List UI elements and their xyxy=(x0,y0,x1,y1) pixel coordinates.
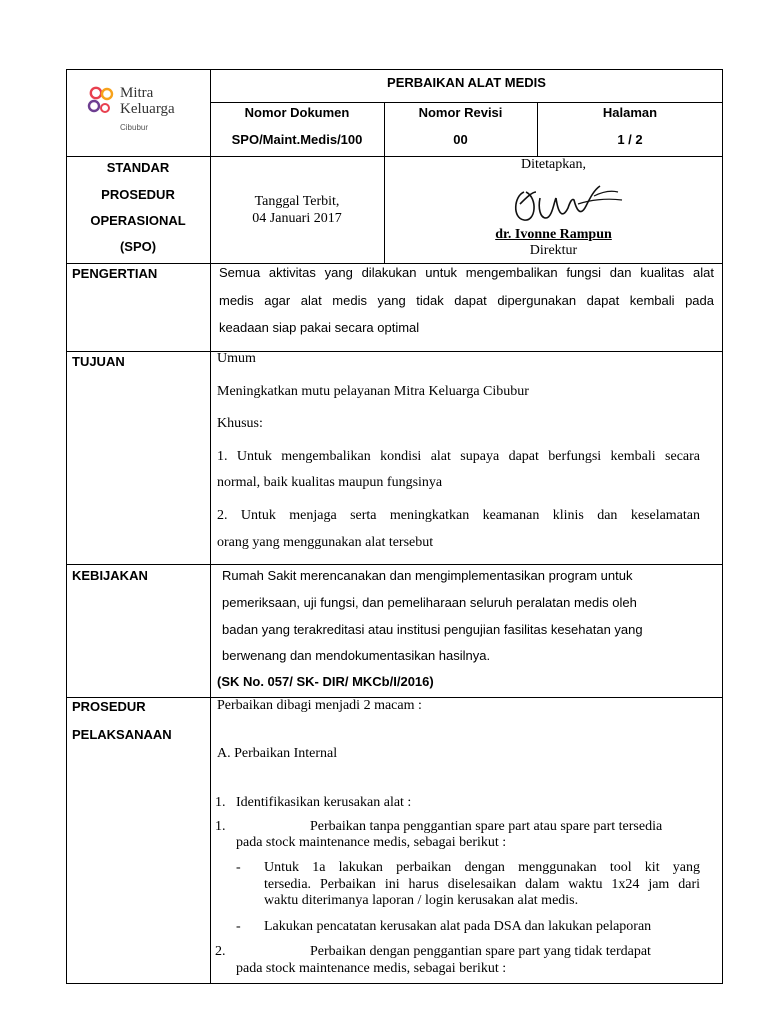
tujuan-item2-line1: 2. Untuk menjaga serta meningkatkan keamanan klinis dan keselamatan xyxy=(217,508,700,523)
header-col3-label: Halaman xyxy=(602,105,658,120)
kebijakan-sk: (SK No. 057/ SK- DIR/ MKCb/I/2016) xyxy=(217,674,434,689)
issue-date-value: 04 Januari 2017 xyxy=(252,211,342,226)
logo-name-line2: Keluarga xyxy=(120,101,175,117)
grid-line xyxy=(66,564,723,565)
pengertian-label: PENGERTIAN xyxy=(72,266,158,281)
header-col1-label: Nomor Dokumen xyxy=(244,105,350,120)
document-title: PERBAIKAN ALAT MEDIS xyxy=(387,75,546,90)
sub1-number: 1. xyxy=(215,819,226,834)
step1-text: Identifikasikan kerusakan alat : xyxy=(236,795,412,810)
dash1-line1: Untuk 1a lakukan perbaikan dengan menggunakan tool kit yang xyxy=(264,860,700,875)
header-col2-value: 00 xyxy=(453,132,468,147)
dash2-mark: - xyxy=(236,919,241,934)
dash2-line1: Lakukan pencatatan kerusakan alat pada DSA dan lakukan pelaporan xyxy=(264,919,652,934)
tujuan-label: TUJUAN xyxy=(72,354,125,369)
tujuan-umum-text: Meningkatkan mutu pelayanan Mitra Keluarga Cibubur xyxy=(217,384,529,399)
spo-label-line2: PROSEDUR xyxy=(101,187,175,202)
grid-line xyxy=(66,351,723,352)
header-col1-value: SPO/Maint.Medis/100 xyxy=(231,132,363,147)
kebijakan-line4: berwenang dan mendokumentasikan hasilnya. xyxy=(222,648,491,663)
dash1-line2: tersedia. Perbaikan ini harus diselesaikan dalam waktu 1x24 jam dari xyxy=(264,877,700,892)
section-a-heading: A. Perbaikan Internal xyxy=(217,746,338,761)
sub1-line2: pada stock maintenance medis, sebagai berikut : xyxy=(236,835,507,850)
pengertian-line3: keadaan siap pakai secara optimal xyxy=(219,320,420,335)
logo-branch: Cibubur xyxy=(120,123,149,132)
signer-name: dr. Ivonne Rampun xyxy=(495,227,612,242)
prosedur-label-line2: PELAKSANAAN xyxy=(72,727,172,742)
spo-label-line4: (SPO) xyxy=(119,239,157,254)
spo-label-line3: OPERASIONAL xyxy=(90,213,186,228)
signer-title: Direktur xyxy=(529,243,578,258)
pengertian-line1: Semua aktivitas yang dilakukan untuk mengembalikan fungsi dan kualitas alat xyxy=(219,265,714,280)
sub2-line2: pada stock maintenance medis, sebagai berikut : xyxy=(236,961,507,976)
grid-line xyxy=(210,102,723,103)
kebijakan-line3: badan yang terakreditasi atau institusi pengujian fasilitas kesehatan yang xyxy=(222,622,643,637)
spo-label-line1: STANDAR xyxy=(106,160,170,175)
kebijakan-line1: Rumah Sakit merencanakan dan mengimplementasikan program untuk xyxy=(222,568,633,583)
pengertian-line2: medis agar alat medis yang tidak dapat dipergunakan dapat kembali pada xyxy=(219,293,714,308)
tujuan-umum: Umum xyxy=(217,351,256,366)
prosedur-intro: Perbaikan dibagi menjadi 2 macam : xyxy=(217,698,422,713)
step1-number: 1. xyxy=(215,795,226,810)
logo-name-line1: Mitra xyxy=(120,85,154,101)
kebijakan-line2: pemeriksaan, uji fungsi, dan pemeliharaan seluruh peralatan medis oleh xyxy=(222,595,637,610)
kebijakan-label: KEBIJAKAN xyxy=(72,568,148,583)
sub2-line1: Perbaikan dengan penggantian spare part yang tidak terdapat xyxy=(310,944,651,959)
header-col2-label: Nomor Revisi xyxy=(418,105,503,120)
tujuan-item1-line2: normal, baik kualitas maupun fungsinya xyxy=(217,475,443,490)
sub2-number: 2. xyxy=(215,944,226,959)
header-col3-value: 1 / 2 xyxy=(617,132,643,147)
dash1-line3: waktu diterimanya laporan / login kerusakan alat medis. xyxy=(264,893,579,908)
logo-mark-icon xyxy=(86,84,120,120)
sub1-line1: Perbaikan tanpa penggantian spare part atau spare part tersedia xyxy=(310,819,663,834)
ditetapkan-label: Ditetapkan, xyxy=(521,157,586,172)
dash1-mark: - xyxy=(236,860,241,875)
tujuan-item2-line2: orang yang menggunakan alat tersebut xyxy=(217,535,434,550)
hospital-logo xyxy=(86,84,196,134)
tujuan-item1-line1: 1. Untuk mengembalikan kondisi alat supaya dapat berfungsi kembali secara xyxy=(217,449,700,464)
tujuan-khusus: Khusus: xyxy=(217,416,263,431)
signature-icon xyxy=(510,178,640,228)
prosedur-label-line1: PROSEDUR xyxy=(72,699,146,714)
issue-date-label: Tanggal Terbit, xyxy=(254,194,340,209)
grid-line xyxy=(66,263,723,264)
